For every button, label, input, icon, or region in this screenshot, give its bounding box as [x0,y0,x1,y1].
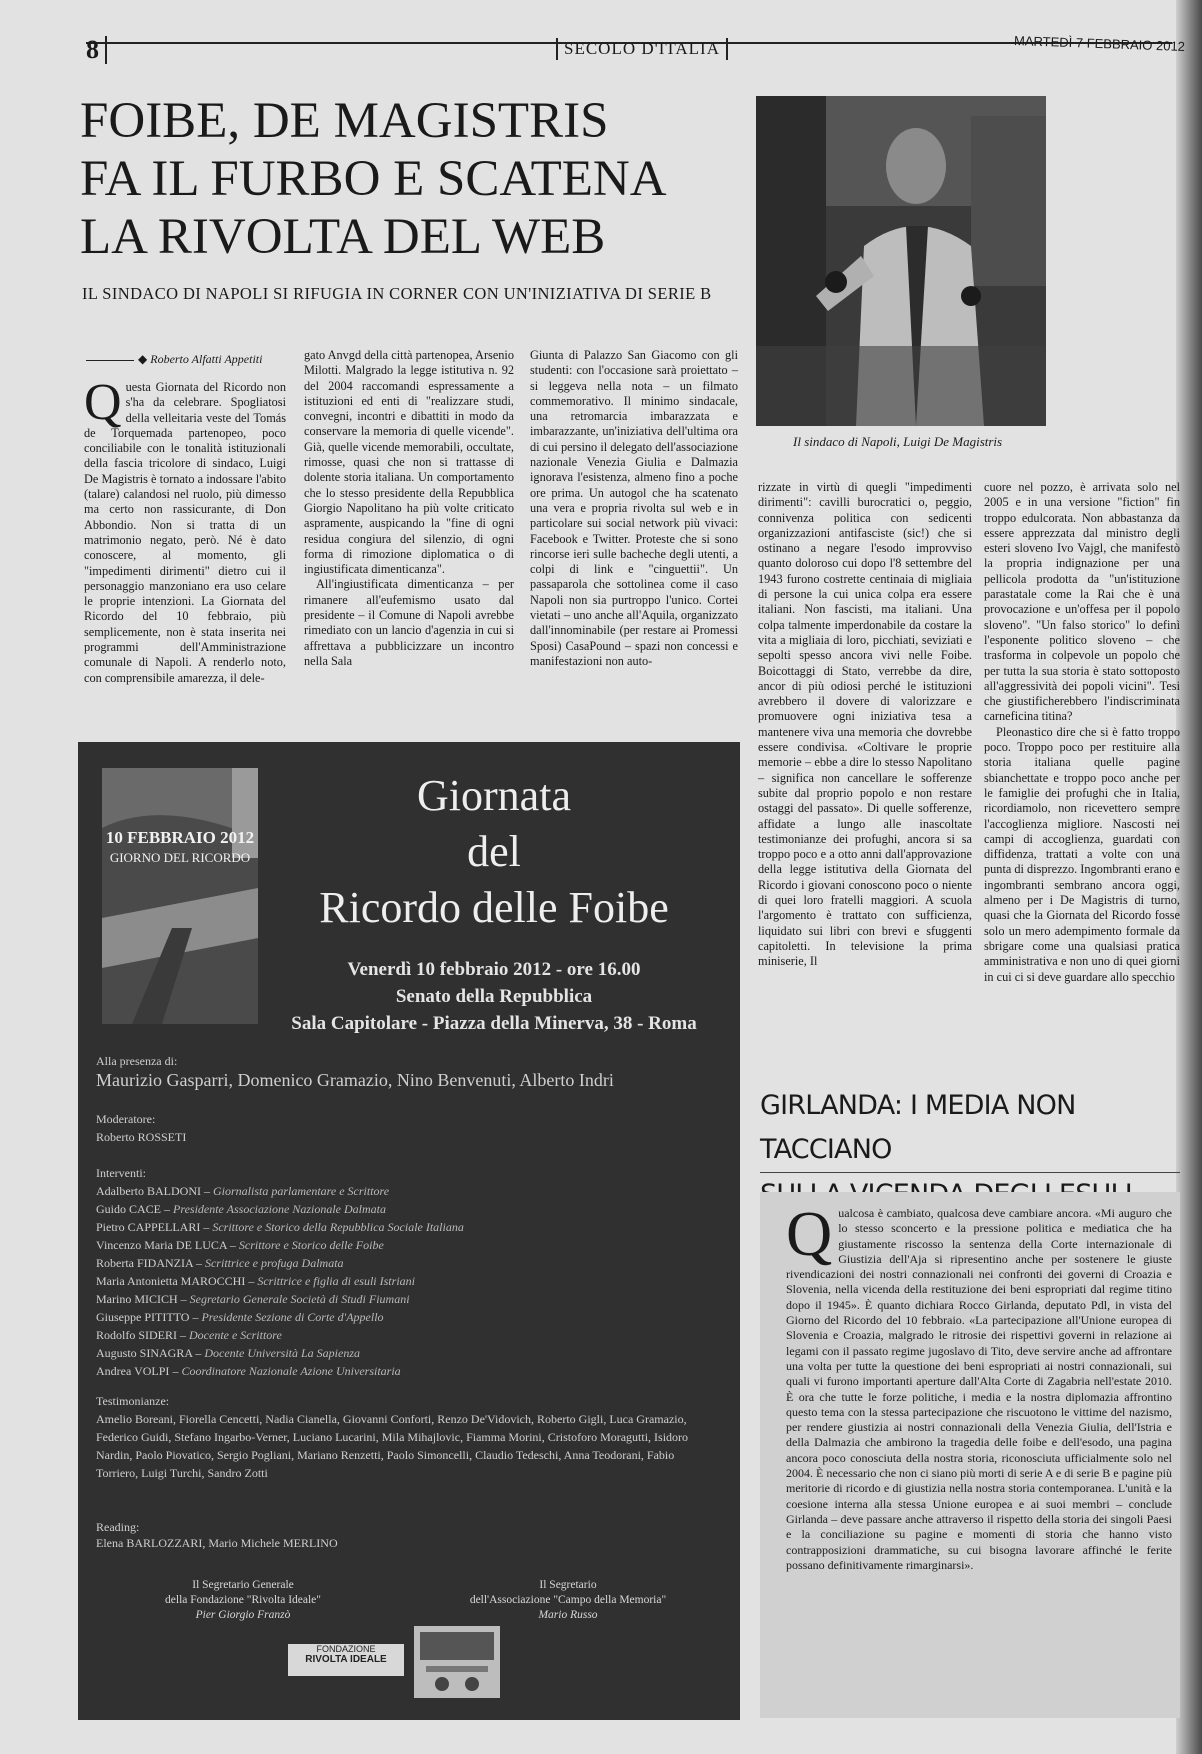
speaker-name: Maria Antonietta MAROCCHI [96,1274,246,1288]
poster-title-line: Ricordo delle Foibe [319,883,669,932]
masthead: SECOLO D'ITALIA [556,38,728,60]
sidebar-title-line: GIRLANDA: I MEDIA NON TACCIANO [760,1084,1180,1173]
byline-rule [86,360,134,361]
speaker-role: Scrittore e Storico delle Foibe [238,1238,384,1252]
article-paragraph: Pleonastico dire che si è fatto troppo poco. Troppo poco per restituire alla storia italiana quelle pagine sbianchettate e troppo poco anche per le famiglie dei profughi che in Italia, ricordiamolo, non ricevettero sempre l'accoglienza migliore. Nascosti nei campi di accoglienza, guardati con diffidenza, trattati a volte con una punta di disprezzo. Ingombranti erano e ingombranti sembrano ancora oggi, almeno per i De Magistris di turno, quasi che la Giornata del Ricordo fosse solo un mero adempimento formale da sbrigare come una qualsiasi pratica amministrativa e non uno di quei giorni in cui ci si deve guardare allo specchio [984,724,1180,984]
speaker-row: Rodolfo SIDERI – Docente e Scrittore [96,1328,282,1342]
poster-event-line: Sala Capitolare - Piazza della Minerva, 38 - Roma [291,1013,697,1034]
speaker-name: Pietro CAPPELLARI [96,1220,201,1234]
campo-memoria-logo [414,1626,500,1698]
speaker-name: Giuseppe PITITTO [96,1310,190,1324]
speaker-row: Adalberto BALDONI – Giornalista parlamentare e Scrittore [96,1184,390,1198]
fondazione-logo [288,1644,404,1676]
speaker-name: Adalberto BALDONI [96,1184,201,1198]
speaker-role: Docente Università La Sapienza [204,1346,361,1360]
article-paragraph: All'ingiustificata dimenticanza – per rimanere all'eufemismo usato dal presidente – il Comune di Napoli avrebbe rimediato con un lancio d'agenzia in cui si affrettava a pubblicizzare un incontro nella Sala [304,577,514,668]
poster-signature-left [118,1578,368,1623]
poster-testimonials-label: Testimonianze: [96,1394,170,1408]
poster-image [102,768,258,1024]
speaker-name: Augusto SINAGRA [96,1346,193,1360]
poster-title [274,768,714,936]
speaker-role: Segretario Generale Società di Studi Fiumani [189,1292,410,1306]
speaker-role: Presidente Sezione di Corte d'Appello [201,1310,384,1324]
speaker-row: Marino MICICH – Segretario Generale Società di Studi Fiumani [96,1292,410,1306]
article-column-2 [304,348,514,669]
signature-line: Il Segretario Generale [192,1579,294,1591]
headline-line: LA RIVOLTA DEL WEB [80,209,606,265]
signature-line: della Fondazione "Rivolta Ideale" [165,1594,321,1606]
speaker-role: Scrittore e Storico della Repubblica Sociale Italiana [212,1220,464,1234]
poster-presence-label: Alla presenza di: [96,1054,178,1068]
article-column-5 [984,480,1180,985]
speaker-role: Docente e Scrittore [189,1328,282,1342]
poster-title-line: del [467,827,521,876]
photo-caption: Il sindaco di Napoli, Luigi De Magistris [793,434,1003,449]
speaker-name: Marino MICICH [96,1292,178,1306]
speaker-role: Presidente Associazione Nazionale Dalmata [173,1202,386,1216]
speaker-role: Scrittrice e figlia di esuli Istriani [257,1274,415,1288]
poster-moderator-name: Roberto ROSSETI [96,1130,187,1144]
mayor-photo [756,96,1046,426]
poster-readings-label: Reading: [96,1520,140,1534]
speaker-row: Roberta FIDANZIA – Scrittrice e profuga Dalmata [96,1256,344,1270]
speaker-row: Andrea VOLPI – Coordinatore Nazionale Azione Universitaria [96,1364,401,1378]
subheadline: IL SINDACO DI NAPOLI SI RIFUGIA IN CORNER CON UN'INIZIATIVA DI SERIE B [82,284,712,303]
article-paragraph: uesta Giornata del Ricordo non s'ha da celebrare. Spogliatosi della velleitaria veste del Tomás de Torquemada partenopeo, poco conciliabile con le tonalità istituzionali della fascia tricolore di sindaco, Luigi De Magistris è tornato a indossare l'abito (talare) calandosi nel ruolo, più dimesso ma certo non rassicurante, di Don Abbondio. Non si tratta di un matrimonio negato, però. Né è dato conoscere, al momento, gli "impedimenti dirimenti" dietro cui il personaggio manzoniano era uso celare le proprie intenzioni. La Giornata del Ricordo del 10 febbraio, più semplicemente, non è stata inserita nei programmi dell'Amministrazione comunale di Napoli. A renderlo noto, con comprensibile amarezza, il dele- [84,380,286,685]
poster-image-date: 10 FEBBRAIO 2012 [105,828,255,847]
speaker-row: Vincenzo Maria DE LUCA – Scrittore e Storico delle Foibe [96,1238,384,1252]
headline [80,92,750,266]
speaker-role: Scrittrice e profuga Dalmata [204,1256,344,1270]
campo-memoria-emblem-icon [414,1626,500,1698]
headline-line: FA IL FURBO E SCATENA [80,151,667,207]
sidebar-title [760,1084,1190,1184]
signature-name: Mario Russo [538,1609,598,1621]
poster-moderator-label: Moderatore: [96,1112,156,1126]
speaker-name: Rodolfo SIDERI [96,1328,177,1342]
speaker-row: Guido CACE – Presidente Associazione Nazionale Dalmata [96,1202,386,1216]
headline-line: FOIBE, DE MAGISTRIS [80,93,609,149]
mayor-photo-illustration [756,96,1046,426]
speaker-name: Guido CACE [96,1202,162,1216]
article-column-3 [530,348,738,669]
poster-event-line: Senato della Repubblica [395,986,593,1007]
poster-speakers-list [96,1182,716,1380]
speaker-row: Giuseppe PITITTO – Presidente Sezione di Corte d'Appello [96,1310,384,1324]
sidebar-text [786,1198,1172,1573]
byline: ◆ Roberto Alfatti Appetiti [86,352,294,367]
speaker-name: Roberta FIDANZIA [96,1256,193,1270]
speaker-row: Augusto SINAGRA – Docente Università La Sapienza [96,1346,361,1360]
event-poster [78,742,740,1720]
logo-text: RIVOLTA IDEALE [305,1654,387,1665]
speaker-row: Pietro CAPPELLARI – Scrittore e Storico della Repubblica Sociale Italiana [96,1220,464,1234]
byline-author: Roberto Alfatti Appetiti [150,352,263,366]
speaker-name: Vincenzo Maria DE LUCA [96,1238,227,1252]
article-paragraph: gato Anvgd della città partenopea, Arsenio Milotti. Malgrado la legge istitutiva n. 92 del 2004 raccomandi espressamente a istituzioni ed enti di "realizzare studi, convegni, incontri e dibattiti in modo da conservare la memoria di quelle vicende". Già, quelle vicende memorabili, occultate, rimosse, quasi che non si trattasse di dolente storia italiana. Un comportamento che lo stesso presidente della Repubblica Giorgio Napolitano ha più volte criticato aspramente, auspicando la "fine di ogni residua congiura del silenzio, di ogni forma di rimozione diplomatica o di ingiustificata dimenticanza". [304,348,514,577]
speaker-role: Giornalista parlamentare e Scrittore [212,1184,390,1198]
poster-title-line: Giornata [417,771,571,820]
poster-speakers-label: Interventi: [96,1166,146,1180]
signature-line: Il Segretario [539,1579,597,1591]
article-paragraph: cuore nel pozzo, è arrivata solo nel 2005 e in una versione "fiction" fin troppo edulcorata. Non abbastanza da essere apprezzata dal ministro degli esteri sloveno Ivo Vajgl, che manifestò la propria indignazione per una pellicola prodotta da "un'istituzione parastatale come la Rai che è una provocazione e un'offesa per il popolo sloveno". "Un falso storico" lo definì l'esponente politico sloveno – che trasforma in colpevole un popolo che per tutta la sua storia è stato sottoposto all'aggressività dei popoli vicini". Tesi che giustificherebbero l'indiscriminata carneficina titina? [984,480,1180,724]
sidebar-body: ualcosa è cambiato, qualcosa deve cambiare ancora. «Mi auguro che lo stesso sconcerto e la pressione politica e mediatica che ha giustamente riscosso la sentenza della Corte internazionale di Giustizia dell'Aja si ripresentino anche per sostenere le giuste rivendicazioni dei nostri connazionali nei confronti dei governi di Croazia e Slovenia, nella vicenda della restituzione dei beni espropriati dal regime titino dopo il 1945». È quanto dichiara Rocco Girlanda, deputato Pdl, in vista del Giorno del Ricordo del 10 febbraio. «La partecipazione all'Unione europea di Slovenia e Croazia, malgrado le ritrosie dei rispettivi governi in relazione ai legami con il passato regime jugoslavo di Tito, deve servire anche ad affrontare una volta per tutte la questione dei beni espropriati ai nostri connazionali, sui quali vi furono importanti aperture dall'Alta Corte di Zagabria nell'estate 2010. È ora che tutte le forze politiche, i media e la nostra diplomazia affrontino questo tema con la stessa partecipazione che riscuotono le vittime del nazismo, per rendere giustizia ai nostri connazionali della Venezia Giulia, dell'Istria e della Dalmazia che ambirono la tragedia delle foibe e dell'esodo, una pagina ancora poco conosciuta della nostra storia, riconosciuta ufficialmente solo nel 2004. È necessario che non ci siano più morti di serie A e di serie B e pagine più meritorie di ricordo e di giustizia nella nostra storia contemporanea. L'unità e la coesione interna alla stessa Unione europea e ai suoi membri – conclude Girlanda – deve passare anche attraverso il rispetto della storia dei singoli Paesi e la conciliazione su pagine e momenti di storia che hanno visto contrapposizioni drammatiche, su cui bisogna lavorare affinché le ferite possano definitivamente rimarginarsi». [786,1206,1172,1572]
poster-presence-names: Maurizio Gasparri, Domenico Gramazio, Nino Benvenuti, Alberto Indri [96,1070,614,1090]
article-paragraph: Giunta di Palazzo San Giacomo con gli studenti: con l'occasione sarà proiettato – si leggeva nella nota – un filmato commemorativo. Il minimo sindacale, una retromarcia imbarazzata e imbarazzante, un'iniziativa dell'ultima ora di cui persino il delegato dell'associazione nazionale Venezia Giulia e Dalmazia ignorava l'esistenza, almeno fino a poche ore prima. Un autogol che ha scatenato una vera e propria rivolta sul web e in particolare sui social network più vivaci: Facebook e Twitter. Proteste che si sono rincorse ieri sulle bacheche degli utenti, a colpi di link e "cinguettii". Un passaparola che sottolinea come il caso Napoli non sia purtroppo l'unico. Cortei vietati – uno anche all'Aquila, organizzato dall'innominabile (per restare ai Promessi Sposi) CasaPound – spazi non concessi e manifestazioni non auto- [530,348,738,668]
signature-name: Pier Giorgio Franzò [195,1609,291,1621]
speaker-row: Maria Antonietta MAROCCHI – Scrittrice e figlia di esuli Istriani [96,1274,415,1288]
speaker-role: Coordinatore Nazionale Azione Universitaria [181,1364,401,1378]
poster-testimonials: Amelio Boreani, Fiorella Cencetti, Nadia Cianella, Giovanni Conforti, Renzo De'Vidovich, Roberto Gigli, Luca Gramazio, Federico Guidi, Stefano Ingarbo-Verner, Luciano Lucarini, Mila Mihajlovic, Fiamma Morini, Cristoforo Moragutti, Isidoro Nardin, Paolo Piovatico, Sergio Pogliani, Mariano Renzetti, Paolo Simoncelli, Claudio Tedeschi, Anna Teodorani, Fabio Torriero, Luigi Turchi, Sandro Zotti [96,1412,689,1480]
poster-signature-right [418,1578,718,1623]
poster-image-label: GIORNO DEL RICORDO [109,850,251,865]
poster-event-info [274,956,714,1037]
page-number: 8 [86,36,107,64]
poster-readings: Elena BARLOZZARI, Mario Michele MERLINO [96,1536,338,1550]
article-column-4 [758,480,972,970]
logo-text: FONDAZIONE [316,1644,376,1654]
poster-image-illustration [102,768,258,1024]
dateline: MARTEDÌ 7 FEBBRAIO 2012 [1013,33,1186,54]
article-dropcap: Q [84,374,122,431]
signature-line: dell'Associazione "Campo della Memoria" [469,1594,667,1606]
sidebar-dropcap: Q [786,1198,833,1269]
article-paragraph: rizzate in virtù di quegli "impedimenti dirimenti": cavilli burocratici o, peggio, connivenza politica con sedicenti organizzazioni antifasciste (sic!) che si ostinano a negare l'esodo improvviso quanto doloroso cui dopo l'8 settembre del 1943 furono costrette centinaia di migliaia di persone la cui unica colpa era essere italiani. Non fascisti, ma italiani. Una colpa talmente imperdonabile da costare la vita a migliaia di loro, picchiati, seviziati e sepolti spesso ancora vivi nelle Foibe. Boicottaggi di Stato, verrebbe da dire, ancor di più odiosi perché le istituzioni avrebbero il dovere di valorizzare e promuovere ogni iniziativa tesa a mantenere viva una memoria che dovrebbe essere condivisa. «Coltivare le proprie memorie – ebbe a dire lo stesso Napolitano – significa non cancellare le sofferenze subite dal proprio popolo e non restare ostaggi del passato». Di quelle sofferenze, affidate a lungo alle inascoltate testimonianze dei profughi, ancora si sa troppo poco e a otto anni dall'approvazione della legge istitutiva della Giornata del Ricordo i giovani conoscono poco o niente di quei loro fratelli maggiori. A scuola l'argomento è trattato con sufficienza, liquidato sui libri con brevi e sfuggenti capitoletti. In televisione la prima miniserie, Il [758,480,972,969]
speaker-name: Andrea VOLPI [96,1364,170,1378]
poster-event-line: Venerdì 10 febbraio 2012 - ore 16.00 [347,959,641,980]
article-column-1 [84,374,286,686]
